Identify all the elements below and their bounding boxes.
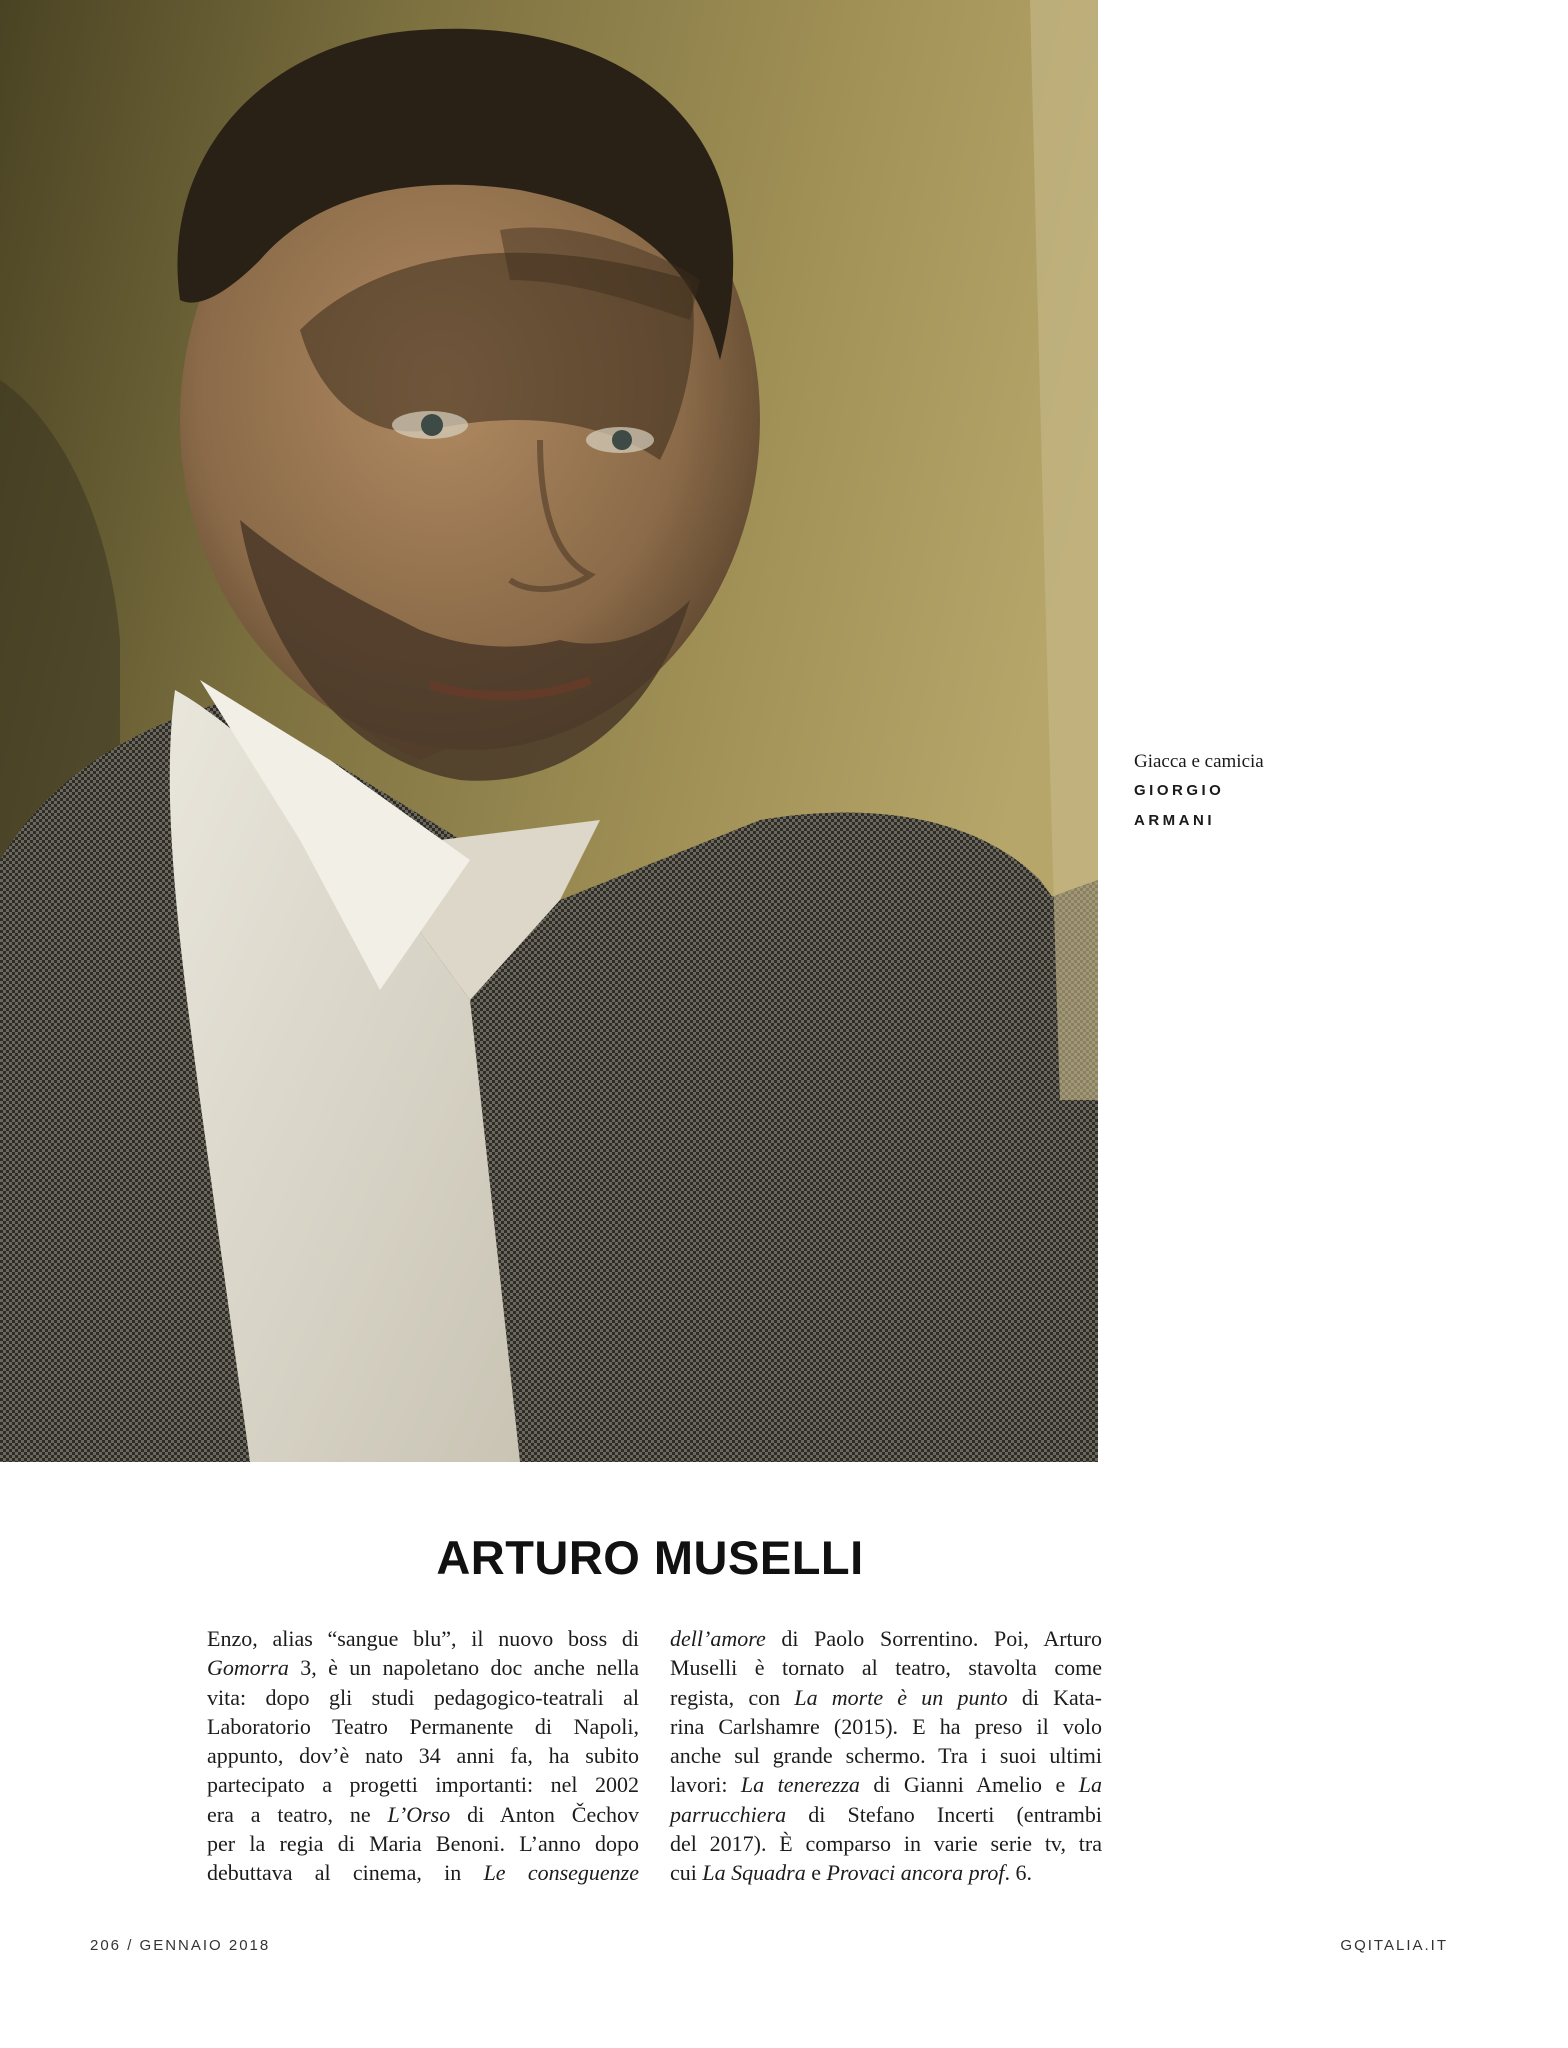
body-text-run: di Paolo Sorrentino. Poi, Arturo — [765, 1626, 1102, 1651]
article-headline: ARTURO MUSELLI — [436, 1531, 864, 1584]
body-text-run: Enzo, alias “sangue blu”, il nuovo boss di — [207, 1626, 639, 1651]
folio-website: GQITALIA.IT — [1340, 1937, 1448, 1954]
body-text-line — [670, 1800, 1102, 1829]
caption-brand-line1: GIORGIO — [1134, 782, 1225, 799]
body-text-run: di Stefano Incerti (entrambi — [786, 1801, 1102, 1827]
body-text-run: anche sul grande schermo. Tra i suoi ultimi — [670, 1743, 1102, 1769]
body-text-line — [207, 1829, 639, 1858]
body-text-run: L’Orso — [387, 1801, 451, 1827]
body-text-line — [207, 1653, 639, 1682]
body-text-run: Laboratorio Teatro Permanente di Napoli, — [207, 1713, 639, 1739]
body-text-run: La morte è un punto — [794, 1684, 1008, 1710]
portrait-photo — [0, 0, 1098, 1462]
body-text-line — [670, 1712, 1102, 1741]
body-text-run: appunto, dov’è nato 34 anni fa, ha subito — [207, 1743, 639, 1769]
body-text-run: . 6. — [1004, 1860, 1032, 1886]
body-text-run: del 2017). È comparso in varie serie tv, tra — [670, 1831, 1102, 1857]
folio-issue: 206 / GENNAIO 2018 — [90, 1937, 271, 1954]
body-text-run: debuttava al cinema, in — [207, 1860, 484, 1886]
body-text-run: 3, è un napoletano doc anche nella — [288, 1655, 639, 1681]
body-text-line — [207, 1624, 639, 1653]
body-text-run: regista, con — [670, 1684, 795, 1710]
body-text-line — [207, 1712, 639, 1741]
body-text-run: dell’amore — [670, 1626, 766, 1651]
body-text-line — [207, 1741, 639, 1770]
caption-garment: Giacca e camicia — [1134, 751, 1264, 772]
body-text-run: Provaci ancora prof — [826, 1860, 1005, 1886]
body-text-run: Gomorra — [207, 1655, 289, 1681]
body-text-line — [207, 1770, 639, 1799]
body-text-line — [207, 1858, 639, 1887]
body-text-line — [670, 1741, 1102, 1770]
body-text-run: di Gianni Amelio e — [859, 1772, 1079, 1798]
body-text-run: per la regia di Maria Benoni. L’anno dopo — [207, 1831, 639, 1857]
portrait-illustration — [0, 0, 1098, 1462]
body-text-line — [670, 1770, 1102, 1799]
body-text-run: era a teatro, ne — [207, 1801, 388, 1827]
body-text-run: e — [805, 1860, 827, 1886]
body-text-line — [207, 1800, 639, 1829]
body-text-run: rina Carlshamre (2015). E ha preso il volo — [670, 1713, 1102, 1739]
body-text-run: La — [1078, 1772, 1103, 1798]
body-text-line — [670, 1624, 1102, 1653]
body-text-run: La tenerezza — [740, 1772, 860, 1798]
body-text-line — [670, 1683, 1102, 1712]
body-text-run: cui — [670, 1860, 703, 1886]
body-text-run: La Squadra — [702, 1860, 806, 1886]
body-text-run: lavori: — [670, 1772, 741, 1798]
body-text-run: parrucchiera — [670, 1801, 787, 1827]
body-column-left — [207, 1624, 639, 1888]
fashion-credit-caption — [1134, 748, 1434, 836]
body-text-run: Le conseguenze — [483, 1860, 640, 1886]
body-text-run: di Kata- — [1007, 1684, 1102, 1710]
caption-brand-line2: ARMANI — [1134, 812, 1215, 829]
body-text-line — [207, 1683, 639, 1712]
body-text-run: Muselli è tornato al teatro, stavolta come — [670, 1655, 1102, 1681]
body-text-line — [670, 1653, 1102, 1682]
body-text-line — [670, 1829, 1102, 1858]
body-column-right — [670, 1624, 1102, 1888]
body-text-run: vita: dopo gli studi pedagogico-teatrali al — [207, 1684, 639, 1710]
body-text-run: partecipato a progetti importanti: nel 2002 — [207, 1772, 639, 1798]
body-text-run: di Anton Čechov — [450, 1801, 639, 1827]
body-text-line — [670, 1858, 1102, 1887]
